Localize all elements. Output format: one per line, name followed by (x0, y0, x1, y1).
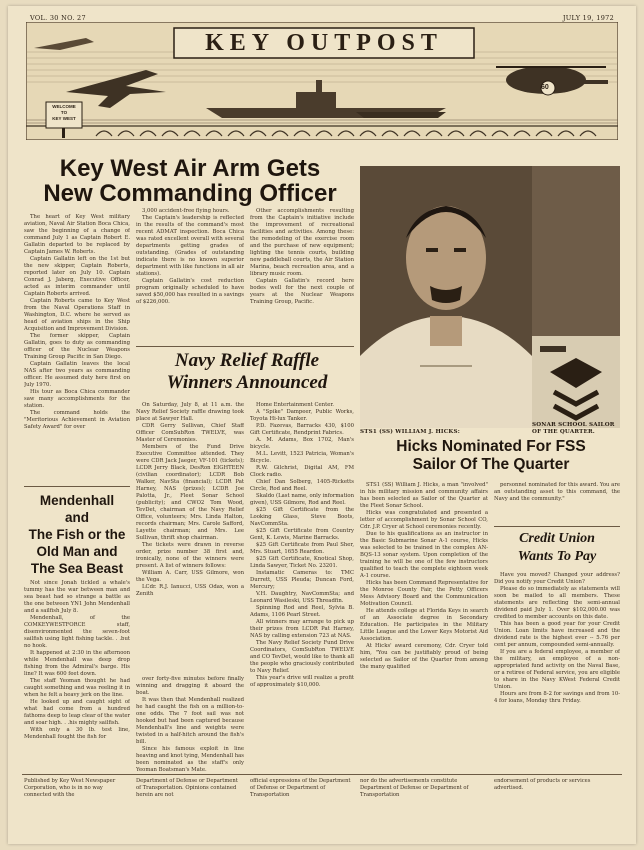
paragraph: M.L. Levitt, 1523 Patricia, Woman's Bicycle. (250, 451, 354, 464)
paragraph: Hours are from 8-2 for savings and from 10-4 for loans, Monday thru Friday. (494, 691, 620, 704)
paragraph: The command holds the "Meritorious Achievement in Aviation Safety Award" for over (24, 410, 130, 430)
insignia-illustration (532, 166, 620, 428)
paragraph: $25 Gift Certificate from Paul Sher, Mrs. Stuart, 1655 Reardon. (250, 542, 354, 555)
rule-raffle-top (136, 346, 354, 347)
paragraph: STS1 (SS) William J. Hicks, a man "involved" in his military mission and community affairs has been selected as Sailor of the Quarter at the Fleet Sonar School. (360, 482, 488, 509)
lead-story-col2 (136, 208, 244, 342)
credit-union-body (494, 572, 620, 772)
paragraph: CDR Gerry Sullivan, Chief Staff Officer ComSubRon TWELVE, was Master of Ceremonies. (136, 423, 244, 443)
paragraph: Captain Gallatin left on the 1st but the new skipper, Captain Roberts, reported later on July 10. Captain Conrad J. Jaberg, Executive Officer, acted as interim commander until Captain Roberts arrived. (24, 256, 130, 297)
helicopter-number: 60 (541, 84, 549, 91)
paragraph: Captain Gallatin's record here bodes well for the next couple of years at the Nuclear Weapons Training Group, Pacific. (250, 278, 354, 305)
paragraph: The former skipper, Captain Gallatin, goes to duty as commanding officer of the Nuclear Weapons Training Group Pacific in San Diego. (24, 333, 130, 360)
newspaper-page (8, 6, 636, 844)
footer-col1: Published by Key West Newspaper Corporation, who is in no way connected with the (24, 778, 116, 798)
photo-caption-right: SONAR SCHOOL SAILOR OF THE QUARTER. (532, 422, 615, 435)
paragraph: Captain Gallatin leaves the local NAS after two years as commanding officer. He assumed duty here first on July 1970. (24, 361, 130, 388)
paragraph: The staff Yeoman thought he had caught something and was reeling it in when he felt a heavy jerk on the line. (24, 678, 130, 698)
paragraph: At Hicks' award ceremony, Cdr. Cryer told him, "You can be justifiably proud of being selected as Sailor of the Quarter from among the many qualified (360, 643, 488, 670)
paragraph: Other accomplishments resulting from the Captain's initiative include the improvement of recreational facilities and activities. Among these: the remodeling of the exercise room and the purchase of new equipment; lighting the tennis courts, building new paddleball courts, the Air Station Marina, beach recreation area, and a library music room. (250, 208, 354, 277)
paragraph: He looked up and caught sight of what had come from a hundred fathoms deep to leap clear of the water and soar high. . .his mighty sailfish. (24, 699, 130, 726)
paragraph: Since his famous exploit in line heaving and knot tying, Mendenhall has been nominated as the staff's only Yeoman Boatsman's Mate. (136, 746, 244, 772)
paragraph: Have you moved? Changed your address? Did you notify your Credit Union? (494, 572, 620, 585)
paragraph: P.D. Fazevas, Barracks 430, $100 Gift Certificate, Rendprint Fabrics. (250, 423, 354, 436)
paragraph: Spinning Rod and Reel, Sylvia B. Adams, 1106 Pearl Street. (250, 605, 354, 618)
paragraph: With only a 30 lb. test line, Mendenhall fought the fish for (24, 727, 130, 740)
photo-caption-left: STS1 (SS) WILLIAM J. HICKS: (360, 429, 460, 435)
rule-fish-top (24, 486, 130, 487)
paragraph: $25 Gift Certificate from the Looking Glass, Steve Boots, NavCommSta. (250, 507, 354, 527)
paragraph: It happened at 2:30 in the afternoon while Mendenhall was deep drop fishing from the Admiral's barge. His line? It was 600 feet down. (24, 650, 130, 677)
paragraph: V.H. Daughtry, NavCommSta; and Leonard Wasileski, USS Threadfin. (250, 591, 354, 604)
paragraph: The Navy Relief Society Fund Drive Coordinators, ComSubRon TWELVE and CO TevDet, would like to thank all the people who graciously contributed to Navy Relief. (250, 640, 354, 674)
issue-date: JULY 19, 1972 (562, 14, 614, 22)
paragraph: All winners may arrange to pick up their prizes from LCDR Pat Harney, NAS by calling extension 723 at NAS. (250, 619, 354, 639)
paragraph: LCdr. R.J. Ianucci, USS Odax, won a Zenith (136, 584, 244, 597)
hicks-headline: Hicks Nominated For FSS Sailor Of The Quarter (396, 438, 586, 473)
masthead-title: KEY OUTPOST (205, 30, 443, 56)
footer-col3: official expressions of the Department of Defense or Department of Transportation (250, 778, 351, 798)
paragraph: This year's drive will realize a profit of approximately $10,000. (250, 675, 354, 688)
paragraph: He attends college at Florida Keys in search of an Associate degree in Secondary Education. He participates in the Military Little League and the Lower Keys Motorist Aid Association. (360, 608, 488, 642)
paragraph: Hicks was congratulated and presented a letter of accomplishment by Sonar School CO, Cdr. J.P. Cryer at School ceremonies recently. (360, 510, 488, 530)
footer-col5: endorsement of products or services advertised. (494, 778, 591, 791)
paragraph: Skaldo (Last name, only information given), USS Gilmore, Rod and Reel. (250, 493, 354, 506)
footer-col4: nor do the advertisements constitute Department of Defense or Department of Transportation (360, 778, 469, 798)
paragraph: This has been a good year for your Credit Union. Loan limits have increased and the dividend rate is the highest ever -- 5.76 per cent per annum, compounded semi-annually. (494, 621, 620, 648)
paragraph: Instamatic Cameras to: TMC Durrett, USS Pleuda; Duncan Ford, Mercury; (250, 570, 354, 590)
paragraph: Members of the Fund Drive Executive Committee attended. They were CDR Jack Jaeger, VF-101 (tickets); LCDR Jerry Black, DesRon EIGHTEEN (civilian coordinator); LCDR Bob Walker, NavSta (financial); LCDR Pat Harney, NAS (prizes); LCDR Joe Palotta, Jr., Fleet Sonar School (publicity); and CWO2 Tom Wood, TevDet, chairman of the Navy Relief Office, volunteers; Mrs. Linda Halton, records chairman; Mrs. Carole Safford, Layette chairman; and Mrs. Lee Sullivan, thrift shop chairman. (136, 444, 244, 541)
lead-story-col3 (250, 208, 354, 342)
paragraph: On Saturday, July 8, at 11 a.m. the Navy Relief Society raffle drawing took place at Sawyer Hall. (136, 402, 244, 422)
paragraph: Please do so immediately as statements will soon be mailed to all members. These statements are reflecting the semi-annual dividend paid July 1. Over $102,000.00 was credited to member accounts on this date. (494, 586, 620, 620)
credit-union-headline: Credit Union Wants To Pay (517, 531, 597, 564)
footer-col2: Department of Defense or Department of Transportation. Opinions contained herein are not (136, 778, 238, 798)
fish-story-col2 (136, 676, 244, 772)
paragraph: The Captain's leadership is reflected in the results of the command's most recent ADMAT inspection. Boca Chica was rated excellent overall with several departments getting grades of outstanding. (Grades of outstanding indicate there is no known superior department with like functions in all air stations). (136, 215, 244, 277)
paragraph: over forty-five minutes before finally winning and dragging it aboard the boat. (136, 676, 244, 696)
portrait-illustration (360, 166, 532, 428)
paragraph: Captain Gallatin's cost reduction program originally scheduled to have saved $50,000 has resulted in a savings of $226,000. (136, 278, 244, 305)
hicks-story-col1 (360, 482, 488, 772)
welcome-sign: WELCOME TO KEY WEST (52, 104, 76, 121)
volume-number: VOL. 30 NO. 27 (30, 14, 86, 22)
paragraph: 3,000 accident-free flying hours. (142, 208, 230, 214)
paragraph: William A. Carr, USS Gilmore, won the Vega. (136, 570, 244, 583)
hicks-story-col2 (494, 482, 620, 522)
paragraph: His tour as Boca Chica commander saw many accomplishments for the station. (24, 389, 130, 409)
paragraph: R.W. Gilchrist, Digital AM, FM Clock radio. (250, 465, 354, 478)
paragraph: The tickets were drawn in reverse order, prize number 38 first and, ironically, none of the winners were present. A list of winners follows: (136, 542, 244, 569)
raffle-story-col1 (136, 402, 244, 672)
paragraph: It was then that Mendenhall realized he had caught the fish on a million-to-one odds. The 7 foot sail was not hooked but had been captured because Mendenhall's line and weights were twisted in a half-hitch around the fish's bill. (136, 697, 244, 745)
lead-headline: Key West Air Arm Gets New Commanding Officer (43, 155, 337, 208)
fish-story-col1 (24, 580, 130, 772)
paragraph: Hicks has been Command Representative for the Monroe County Fair, the Petty Officers Mess Advisory Board and the Communication Motivation Council. (360, 580, 488, 607)
paragraph: personnel nominated for this award. You are an outstanding asset to this command, the Navy and the community." (494, 482, 620, 502)
fish-headline: Mendenhall and The Fish or the Old Man and The Sea Beast (28, 493, 126, 576)
paragraph: Not since Jonah tickled a whale's tummy has the war between man and sea beast had so strange a battle as the one between YN1 John Mendenhall and a sailfish July 8. (24, 580, 130, 614)
sailor-photo (360, 166, 532, 428)
paragraph: If you are a federal employee, a member of the military, an employee of a non-appropriated fund activity on the Naval Base, or a retiree of Federal service, you are eligible to share in the Navy KWest Federal Credit Union. (494, 649, 620, 690)
paragraph: $25 Gift Certificate from Country Gent, K. Lewis, Marine Barracks. (250, 528, 354, 541)
rule-footer (22, 774, 622, 775)
paragraph: $25 Gift Certificate, Knotical Shop, Linda Sawyer, Ticket No. 23201. (250, 556, 354, 569)
paragraph: Mendenhall, of the COMKEYWESTFORCE staff, disenvironmented the seven-foot sailfish using light fishing tackle. . .but no hook. (24, 615, 130, 649)
paragraph: Chief Dan Solberg, 1405-Ricketts Circle, Rod and Reel. (250, 479, 354, 492)
paragraph: Home Entertainment Center. (256, 402, 334, 408)
paragraph: A. M. Adams, Box 1702, Man's bicycle. (250, 437, 354, 450)
rule-credit-top (494, 526, 620, 527)
lead-story-col1 (24, 214, 130, 492)
paragraph: A "Spike" Dampeer, Public Works, Toyota Hi-lux Tanker. (250, 409, 354, 422)
paragraph: Due to his qualifications as an instructor in the Basic Submarine Sonar A-1 course, Hicks was selected to be trained in the complex AN-BQS-13 sonar system. Upon completion of the training he will be one of the few instructors qualified to teach the complete eighteen week A-1 course. (360, 531, 488, 579)
uniform-insignia (532, 166, 620, 428)
paragraph: Captain Roberts came to Key West from the Naval Operations Staff in Washington, D.C. where he served as head of aviation ships in the Ship Acquisition and Improvement Division. (24, 298, 130, 332)
raffle-story-col2 (250, 402, 354, 772)
masthead (26, 22, 618, 140)
paragraph: The heart of Key West military aviation, Naval Air Station Boca Chica, saw the beginning of a change of command July 1 as Captain Robert E. Gallatin departed to be replaced by Captain James W. Roberts. (24, 214, 130, 255)
raffle-headline: Navy Relief Raffle Winners Announced (166, 350, 328, 393)
